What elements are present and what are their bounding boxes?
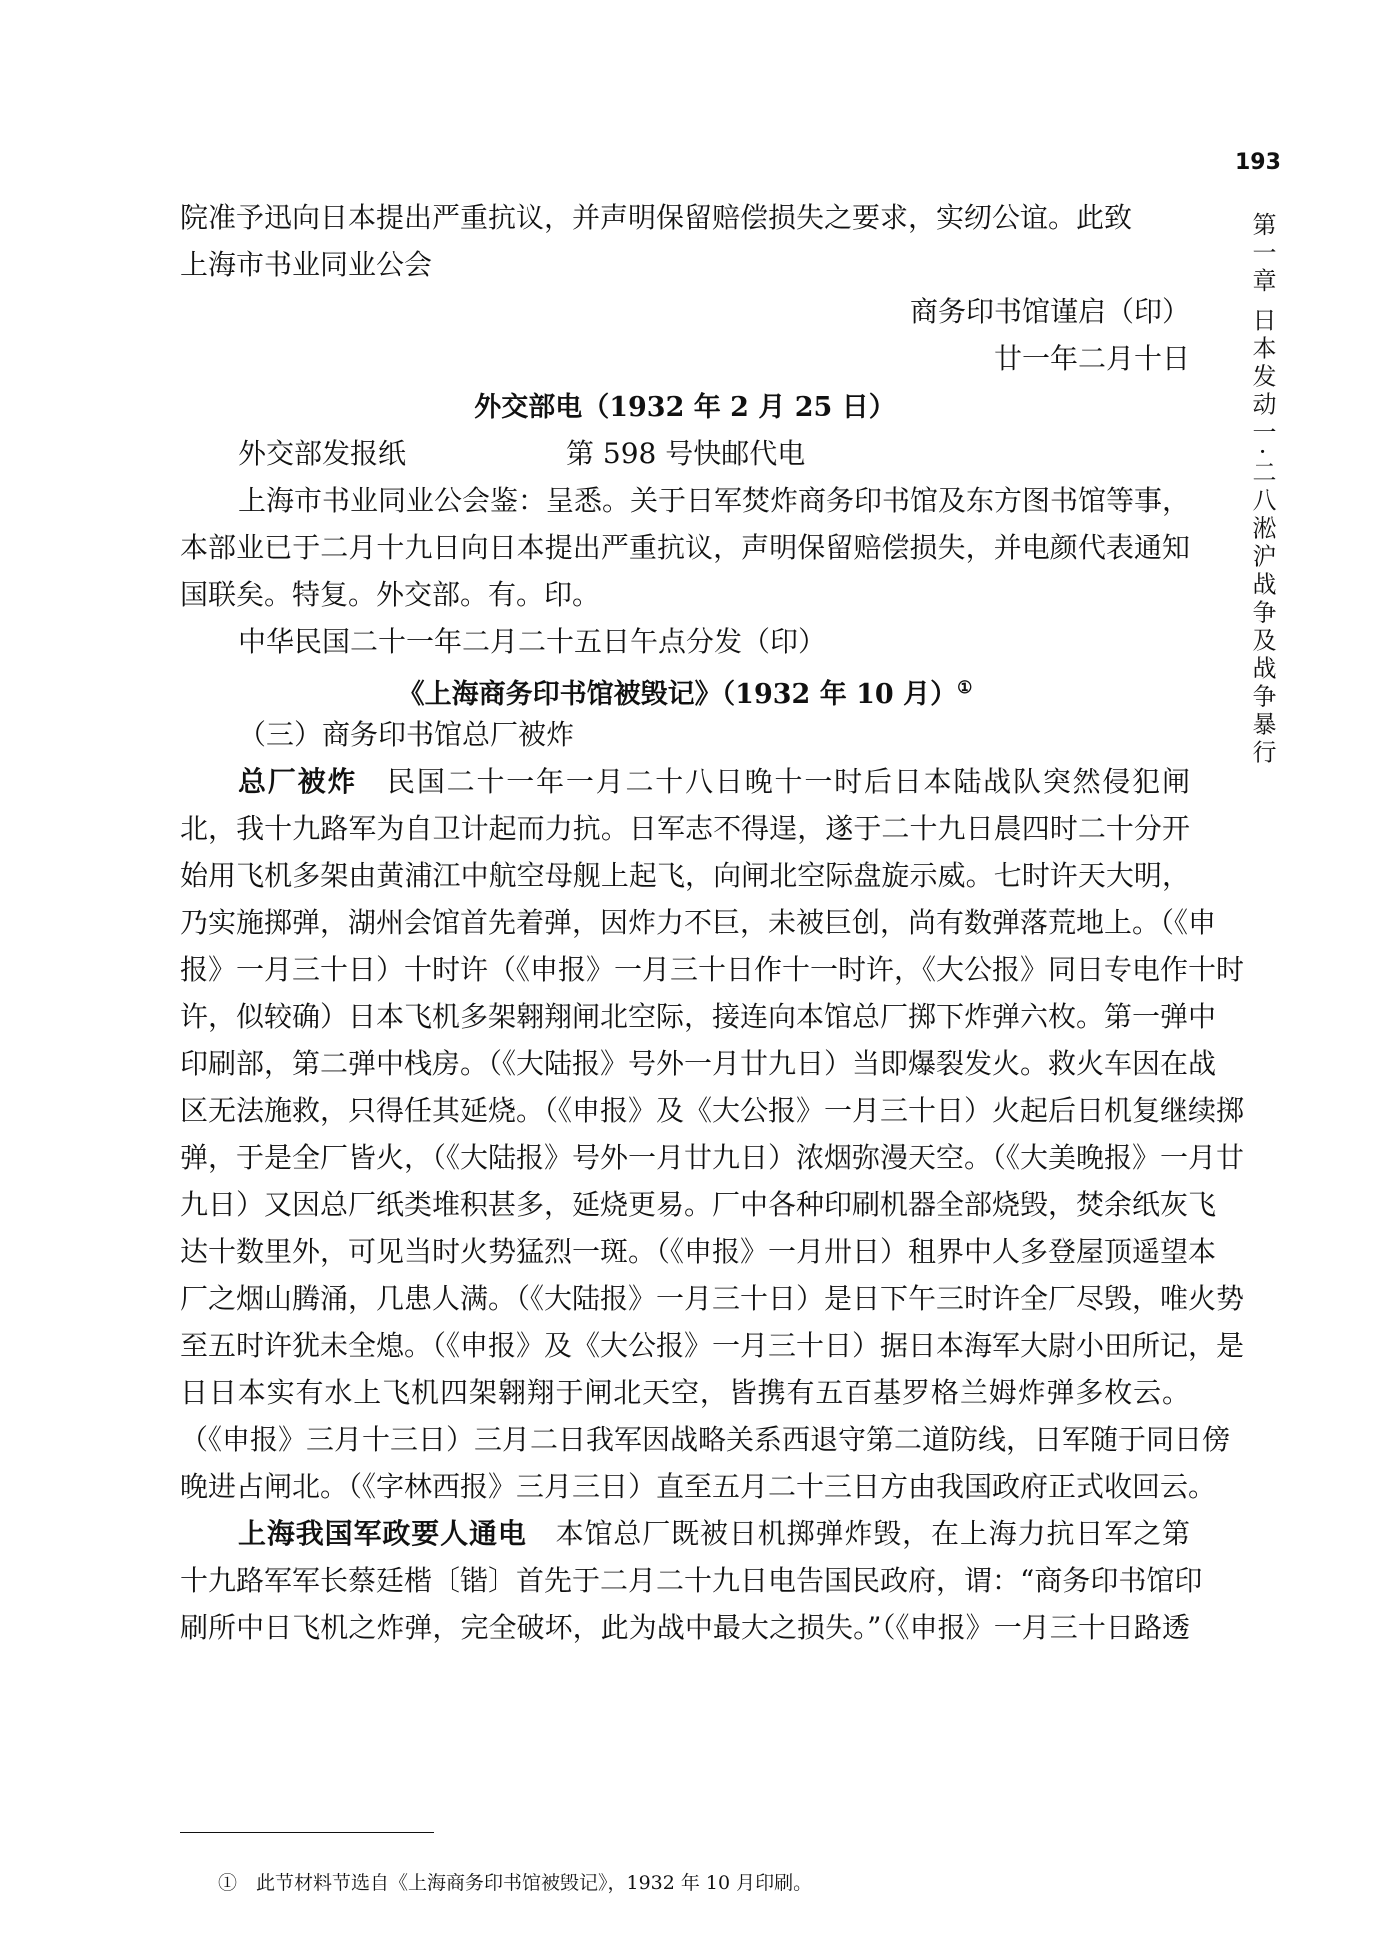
page-number: 193 bbox=[1235, 150, 1281, 175]
telegram-heading: 外交部电（1932 年 2 月 25 日） bbox=[474, 392, 896, 423]
para-lead: 上海我国军政要人通电 bbox=[238, 1517, 527, 1550]
section-subheading: （三）商务印书馆总厂被炸 bbox=[238, 718, 575, 751]
body-line: 北，我十九路军为自卫计起而力抗。日军志不得逞，遂于二十九日晨四时二十分开 bbox=[180, 812, 1190, 845]
body-line: 日日本实有水上飞机四架翱翔于闸北天空，皆携有五百基罗格兰姆炸弹多枚云。 bbox=[180, 1376, 1190, 1409]
footnote-rule bbox=[180, 1832, 434, 1833]
telegram-body-line: 上海市书业同业公会鉴：呈悉。关于日军焚炸商务印书馆及东方图书馆等事， bbox=[238, 484, 1191, 517]
letter-signature: 商务印书馆谨启（印） bbox=[909, 295, 1190, 328]
body-line: 九日）又因总厂纸类堆积甚多，延烧更易。厂中各种印刷机器全部烧毁，焚余纸灰飞 bbox=[180, 1188, 1217, 1221]
body-line: 至五时许犹未全熄。（《申报》及《大公报》一月三十日）据日本海军大尉小田所记，是 bbox=[180, 1329, 1245, 1362]
side-chapter-title: 第一章 日本发动一·二八淞沪战争及战争暴行 bbox=[1248, 212, 1276, 768]
para-first-text: 民国二十一年一月二十八日晚十一时后日本陆战队突然侵犯闸 bbox=[387, 765, 1190, 798]
footnote-marker: ① bbox=[957, 678, 973, 698]
para-lead: 总厂被炸 bbox=[238, 765, 358, 798]
telegram-header-left: 外交部发报纸 bbox=[238, 437, 407, 470]
book-heading bbox=[180, 670, 1190, 713]
body-line: 晚进占闸北。（《字林西报》三月三日）直至五月二十三日方由我国政府正式收回云。 bbox=[180, 1470, 1217, 1503]
para-first-text: 本馆总厂既被日机掷弹炸毁，在上海力抗日军之第 bbox=[555, 1517, 1190, 1550]
letter-line-1: 院准予迅向日本提出严重抗议，并声明保留赔偿损失之要求，实纫公谊。此致 bbox=[180, 201, 1133, 234]
body-line: 达十数里外，可见当时火势猛烈一斑。（《申报》一月卅日）租界中人多登屋顶遥望本 bbox=[180, 1235, 1217, 1268]
body-line: 刷所中日飞机之炸弹，完全破坏，此为战中最大之损失。”（《申报》一月三十日路透 bbox=[180, 1611, 1190, 1644]
letter-line-2: 上海市书业同业公会 bbox=[180, 248, 433, 281]
book-heading-text: 《上海商务印书馆被毁记》（1932 年 10 月） bbox=[397, 679, 958, 710]
body-line: （《申报》三月十三日）三月二日我军因战略关系西退守第二道防线，日军随于同日傍 bbox=[180, 1423, 1231, 1456]
telegram-dispatch: 中华民国二十一年二月二十五日午点分发（印） bbox=[238, 625, 827, 658]
body-line: 始用飞机多架由黄浦江中航空母舰上起飞，向闸北空际盘旋示威。七时许天大明， bbox=[180, 859, 1190, 892]
paragraph-first-line bbox=[238, 1516, 1190, 1552]
body-line: 厂之烟山腾涌，几患人满。（《大陆报》一月三十日）是日下午三时许全厂尽毁，唯火势 bbox=[180, 1282, 1245, 1315]
body-line: 弹，于是全厂皆火，（《大陆报》号外一月廿九日）浓烟弥漫天空。（《大美晚报》一月廿 bbox=[180, 1141, 1245, 1174]
telegram-body-line: 国联矣。特复。外交部。有。印。 bbox=[180, 578, 601, 611]
letter-date: 廿一年二月十日 bbox=[993, 342, 1190, 375]
telegram-body-line: 本部业已于二月十九日向日本提出严重抗议，声明保留赔偿损失，并电颜代表通知 bbox=[180, 531, 1190, 564]
body-line: 十九路军军长蔡廷楷〔锴〕首先于二月二十九日电告国民政府，谓：“商务印书馆印 bbox=[180, 1564, 1203, 1597]
telegram-header-right: 第 598 号快邮代电 bbox=[566, 437, 806, 470]
body-line: 乃实施掷弹，湖州会馆首先着弹，因炸力不巨，未被巨创，尚有数弹落荒地上。（《申 bbox=[180, 906, 1217, 939]
body-line: 区无法施救，只得任其延烧。（《申报》及《大公报》一月三十日）火起后日机复继续掷 bbox=[180, 1094, 1245, 1127]
paragraph-first-line bbox=[238, 764, 1190, 800]
footnote: ① 此节材料节选自《上海商务印书馆被毁记》，1932 年 10 月印刷。 bbox=[218, 1872, 813, 1894]
body-line: 报》一月三十日）十时许（《申报》一月三十日作十一时许，《大公报》同日专电作十时 bbox=[180, 953, 1245, 986]
body-line: 印刷部，第二弹中栈房。（《大陆报》号外一月廿九日）当即爆裂发火。救火车因在战 bbox=[180, 1047, 1217, 1080]
body-line: 许，似较确）日本飞机多架翱翔闸北空际，接连向本馆总厂掷下炸弹六枚。第一弹中 bbox=[180, 1000, 1217, 1033]
